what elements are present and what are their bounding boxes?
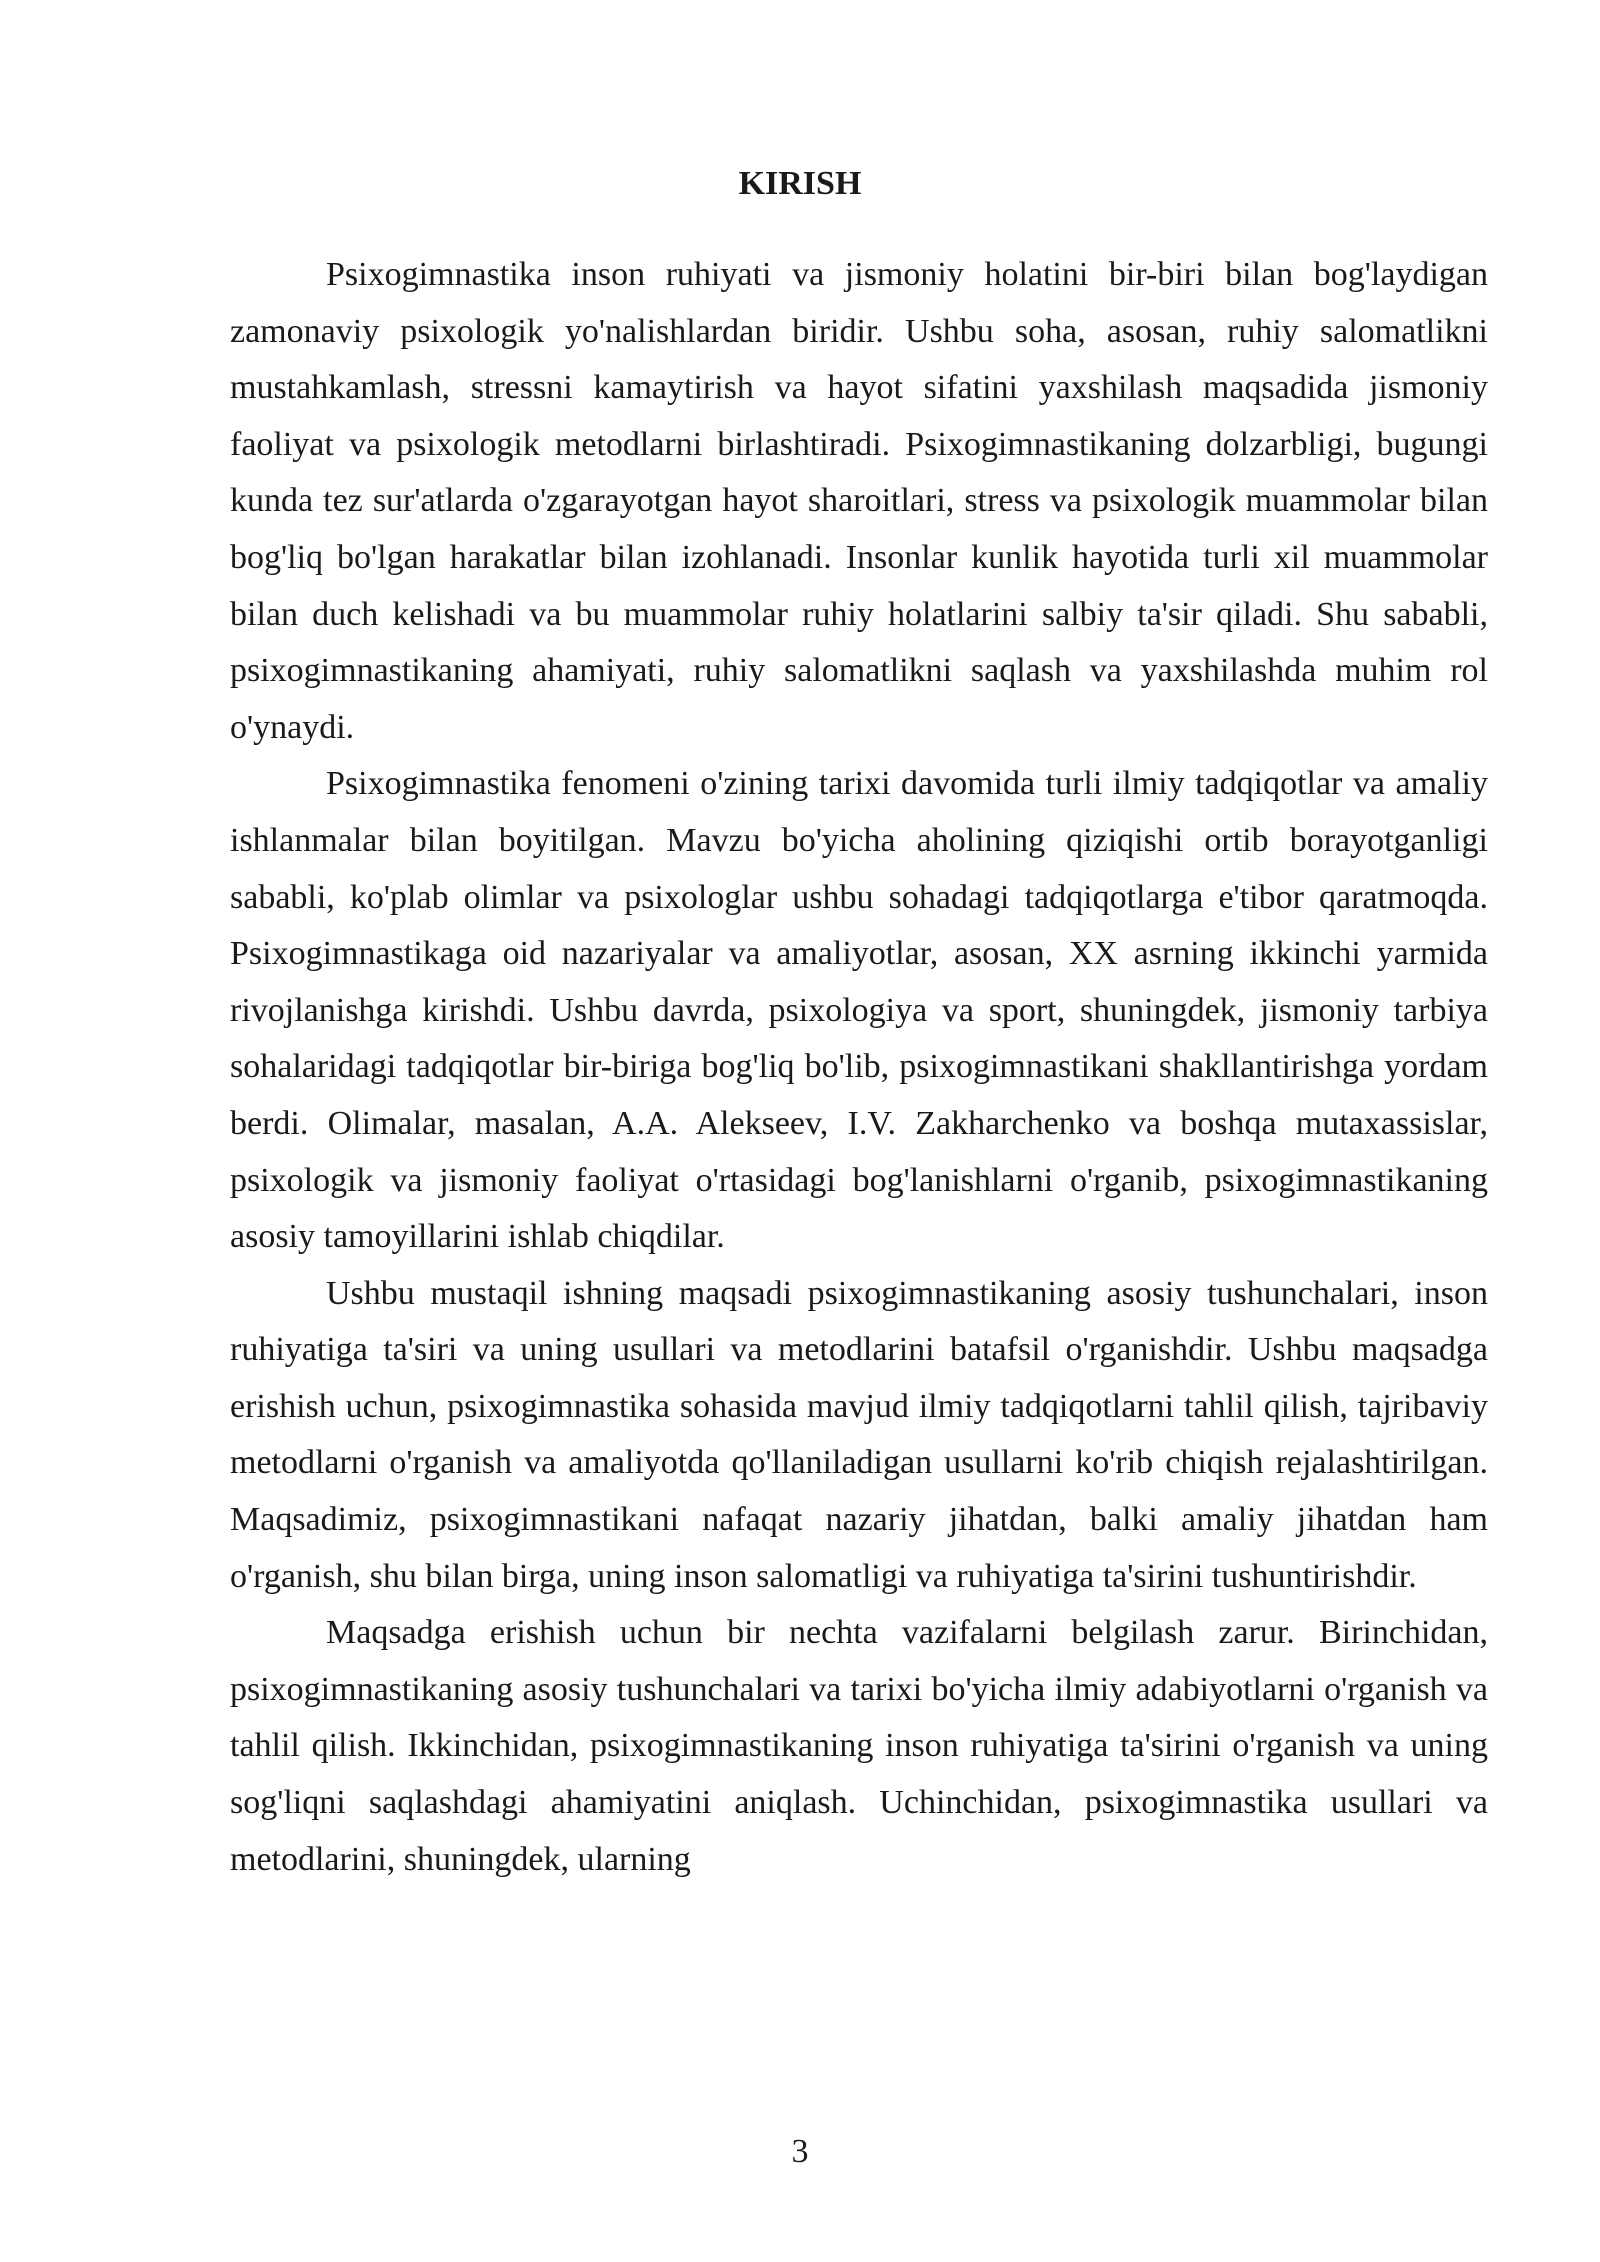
paragraph: Psixogimnastika fenomeni o'zining tarixi davomida turli ilmiy tadqiqotlar va amaliy ishlanmalar bilan boyitilgan. Mavzu bo'yicha aholining qiziqishi ortib borayotganligi sababli, ko'plab olimlar va psixologlar ushbu sohadagi tadqiqotlarga e'tibor qaratmoqda. Psixogimnastikaga oid nazariyalar va amaliyotlar, asosan, XX asrning ikkinchi yarmida rivojlanishga kirishdi. Ushbu davrda, psixologiya va sport, shuningdek, jismoniy tarbiya sohalaridagi tadqiqotlar bir-biriga bog'liq bo'lib, psixogimnastikani shakllantirishga yordam berdi. Olimalar, masalan, A.A. Alekseev, I.V. Zakharchenko va boshqa mutaxassislar, psixologik va jismoniy faoliyat o'rtasidagi bog'lanishlarni o'rganib, psixogimnastikaning asosiy tamoyillarini ishlab chiqdilar.	[230, 765, 1488, 1256]
paragraph: Maqsadga erishish uchun bir nechta vazifalarni belgilash zarur. Birinchidan, psixogimnastikaning asosiy tushunchalari va tarixi bo'yicha ilmiy adabiyotlarni o'rganish va tahlil qilish. Ikkinchidan, psixogimnastikaning inson ruhiyatiga ta'sirini o'rganish va uning sog'liqni saqlashdagi ahamiyatini aniqlash. Uchinchidan, psixogimnastika usullari va metodlarini, shuningdek, ularning	[230, 1614, 1488, 1878]
page-number: 3	[791, 2133, 809, 2170]
body-text	[230, 247, 1488, 1888]
section-heading: KIRISH	[738, 165, 862, 202]
paragraph: Ushbu mustaqil ishning maqsadi psixogimnastikaning asosiy tushunchalari, inson ruhiyatiga ta'siri va uning usullari va metodlarini batafsil o'rganishdir. Ushbu maqsadga erishish uchun, psixogimnastika sohasida mavjud ilmiy tadqiqotlarni tahlil qilish, tajribaviy metodlarni o'rganish va amaliyotda qo'llaniladigan usullarni ko'rib chiqish rejalashtirilgan. Maqsadimiz, psixogimnastikani nafaqat nazariy jihatdan, balki amaliy jihatdan ham o'rganish, shu bilan birga, uning inson salomatligi va ruhiyatiga ta'sirini tushuntirishdir.	[230, 1274, 1488, 1595]
paragraph: Psixogimnastika inson ruhiyati va jismoniy holatini bir-biri bilan bog'laydigan zamonaviy psixologik yo'nalishlardan biridir. Ushbu soha, asosan, ruhiy salomatlikni mustahkamlash, stressni kamaytirish va hayot sifatini yaxshilash maqsadida jismoniy faoliyat va psixologik metodlarni birlashtiradi. Psixogimnastikaning dolzarbligi, bugungi kunda tez sur'atlarda o'zgarayotgan hayot sharoitlari, stress va psixologik muammolar bilan bog'liq bo'lgan harakatlar bilan izohlanadi. Insonlar kunlik hayotida turli xil muammolar bilan duch kelishadi va bu muammolar ruhiy holatlarini salbiy ta'sir qiladi. Shu sababli, psixogimnastikaning ahamiyati, ruhiy salomatlikni saqlash va yaxshilashda muhim rol o'ynaydi.	[230, 256, 1488, 746]
